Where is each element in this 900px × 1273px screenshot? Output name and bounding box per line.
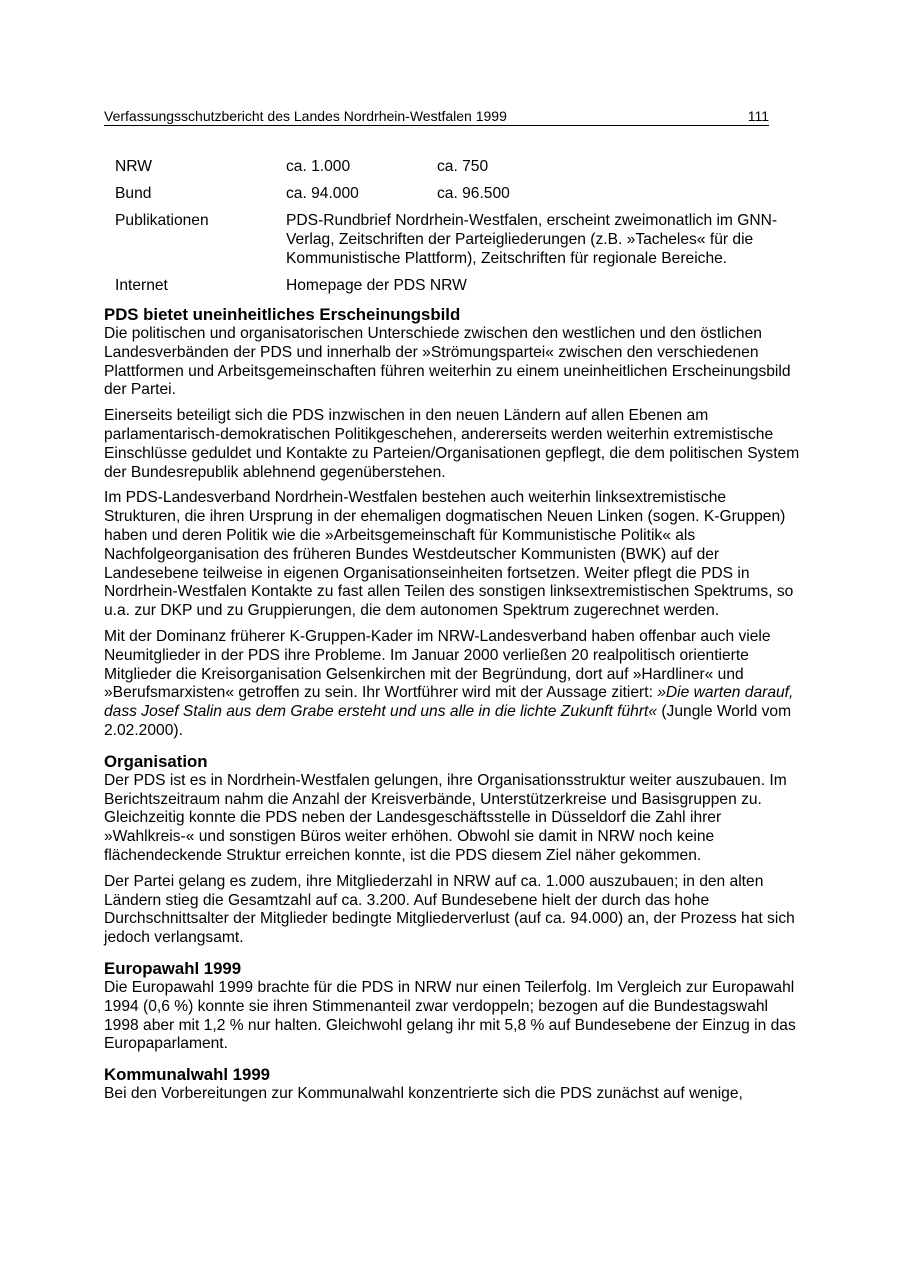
facts-label: Internet — [115, 277, 168, 294]
paragraph: Der Partei gelang es zudem, ihre Mitgliederzahl in NRW auf ca. 1.000 auszubauen; in den alten Ländern stieg die Gesamtzahl auf ca. 3.200. Auf Bundesebene hielt der durch das hohe Durchschnittsalter der Mitglieder bedingte Mitgliederverlust (auf ca. 94.000) an, der Prozess hat sich jedoch verlangsamt. — [104, 872, 795, 947]
section-heading: PDS bietet uneinheitliches Erscheinungsbild — [104, 305, 461, 324]
facts-value: ca. 750 — [437, 158, 489, 175]
section-heading: Organisation — [104, 751, 208, 771]
facts-label: Bund — [115, 185, 152, 202]
paragraph: Der PDS ist es in Nordrhein-Westfalen gelungen, ihre Organisationsstruktur weiter auszubauen. Im Berichtszeitraum nahm die Anzahl der Kreisverbände, Unterstützerkreise und Basisgruppen zu. Gleichzeitig konnte die PDS neben der Landesgeschäftsstelle in Düsseldorf die Zahl ihrer »Wahlkreis-« und sonstigen Büros weiter erhöhen. Obwohl sie damit in NRW noch keine flächendeckende Struktur erreichen konnte, ist die PDS diesem Ziel näher gekommen. — [104, 771, 787, 864]
paragraph: Die Europawahl 1999 brachte für die PDS in NRW nur einen Teilerfolg. Im Vergleich zur Europawahl 1994 (0,6 %) konnte sie ihren Stimmenanteil zwar verdoppeln; bezogen auf die Bundestagswahl 1998 aber mit 1,2 % nur halten. Gleichwohl gelang ihr mit 5,8 % auf Bundesebene der Einzug in das Europaparlament. — [104, 978, 796, 1053]
facts-label: NRW — [115, 158, 152, 175]
facts-value: ca. 96.500 — [437, 185, 510, 202]
section-heading: Europawahl 1999 — [104, 958, 242, 978]
facts-label: Publikationen — [115, 212, 209, 229]
facts-value: PDS-Rundbrief Nordrhein-Westfalen, erscheint zweimonatlich im GNN-Verlag, Zeitschriften der Parteigliederungen (z.B. »Tacheles« für die Kommunistische Plattform), Zeitschriften für regionale Bereiche. — [286, 212, 778, 267]
membership-facts-table — [115, 157, 795, 303]
body-text — [104, 305, 800, 1111]
page-number: 111 — [747, 108, 769, 124]
paragraph: Die politischen und organisatorischen Unterschiede zwischen den westlichen und den östlichen Landesverbänden der PDS und innerhalb der »Strömungspartei« zwischen den verschiedenen Plattformen und Arbeitsgemeinschaften führen weiterhin zu einem uneinheitlichen Erscheinungsbild der Partei. — [104, 325, 791, 399]
facts-row-bund — [115, 184, 795, 203]
section-heading: Kommunalwahl 1999 — [104, 1065, 271, 1085]
paragraph-text: Mit der Dominanz früherer K-Gruppen-Kader im NRW-Landesverband haben offenbar auch viele Neumitglieder in der PDS ihre Probleme. Im Januar 2000 verließen 20 realpolitisch orientierte Mitglieder die Kreisorganisation Gelsenkirchen mit der Begründung, dort auf »Hardliner« und »Berufsmarxisten« getroffen zu sein. Ihr Wortführer wird mit der Aussage zitiert: — [104, 627, 771, 702]
facts-row-nrw — [115, 157, 795, 176]
quote-text: »Die warten darauf, dass Josef Stalin aus dem Grabe ersteht und uns alle in die lichte Zukunft führt« — [104, 684, 794, 721]
citation-text: (Jungle World vom 2.02.2000). — [104, 703, 792, 739]
facts-row-publikationen — [115, 211, 795, 268]
paragraph: Bei den Vorbereitungen zur Kommunalwahl konzentrierte sich die PDS zunächst auf wenige, — [104, 1085, 743, 1103]
facts-value: ca. 94.000 — [286, 185, 359, 202]
running-header — [104, 107, 769, 126]
facts-row-internet — [115, 276, 795, 295]
facts-value: Homepage der PDS NRW — [286, 277, 467, 294]
paragraph: Einerseits beteiligt sich die PDS inzwischen in den neuen Ländern auf allen Ebenen am parlamentarisch-demokratischen Politikgeschehen, andererseits werden weiterhin extremistische Einschlüsse geduldet und Kontakte zu Parteien/Organisationen gepflegt, die dem politischen System der Bundesrepublik ablehnend gegenüberstehen. — [104, 407, 800, 481]
paragraph: Im PDS-Landesverband Nordrhein-Westfalen bestehen auch weiterhin linksextremistische Strukturen, die ihren Ursprung in der ehemaligen dogmatischen Neuen Linken (sogen. K-Gruppen) haben und deren Politik wie die »Arbeitsgemeinschaft für Kommunistische Politik« als Nachfolgeorganisation des früheren Bundes Westdeutscher Kommunisten (BWK) auf der Landesebene teilweise in eigenen Organisationseinheiten fortsetzen. Weiter pflegt die PDS in Nordrhein-Westfalen Kontakte zu fast allen Teilen des sonstigen linksextremistischen Spektrums, so u.a. zur DKP und zu Gruppierungen, die dem autonomen Spektrum zugerechnet werden. — [104, 489, 794, 620]
facts-value: ca. 1.000 — [286, 158, 351, 175]
paragraph — [104, 628, 800, 741]
header-title: Verfassungsschutzbericht des Landes Nordrhein-Westfalen 1999 — [104, 108, 507, 124]
